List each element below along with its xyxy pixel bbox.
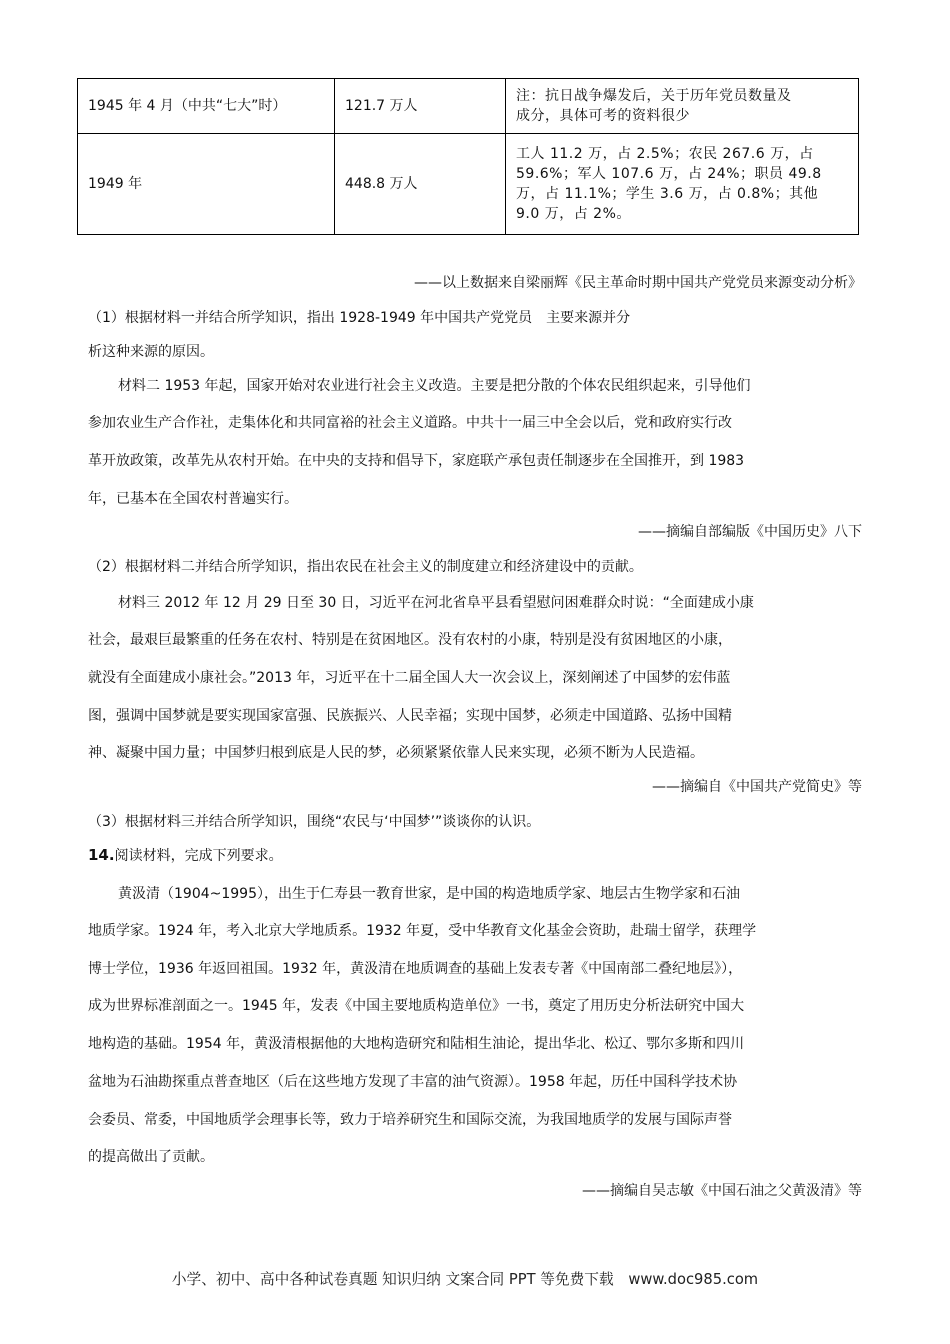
material-3-line: 材料三 2012 年 12 月 29 日至 30 日，习近平在河北省阜平县看望慰问困难群众时说：“全面建成小康 xyxy=(118,595,754,611)
table-row xyxy=(78,79,859,134)
material-14-line: 成为世界标准剖面之一。1945 年，发表《中国主要地质构造单位》一书，奠定了用历史分析法研究中国大 xyxy=(88,998,745,1014)
note-line: 注：抗日战争爆发后，关于历年党员数量及 xyxy=(516,88,792,104)
question-prompt: 阅读材料，完成下列要求。 xyxy=(114,848,283,864)
note-line: 9.0 万，占 2%。 xyxy=(516,206,631,222)
material-14-line: 地质学家。1924 年，考入北京大学地质系。1932 年夏，受中华教育文化基金会资助，赴瑞士留学，获理学 xyxy=(88,923,757,939)
material-3-line: 神、凝聚中国力量；中国梦归根到底是人民的梦，必须紧紧依靠人民来实现，必须不断为人民造福。 xyxy=(88,745,704,761)
material-14-line: 博士学位，1936 年返回祖国。1932 年，黄汲清在地质调查的基础上发表专著《中国南部二叠纪地层》）， xyxy=(88,961,743,977)
note-line: 59.6%；军人 107.6 万，占 24%；职员 49.8 xyxy=(516,166,822,182)
material-14-line: 黄汲清（1904~1995），出生于仁寿县一教育世家，是中国的构造地质学家、地层古生物学家和石油 xyxy=(118,886,740,902)
material-2-line: 参加农业生产合作社，走集体化和共同富裕的社会主义道路。中共十一届三中全会以后，党和政府实行改 xyxy=(88,415,732,431)
question-14-heading xyxy=(88,845,283,866)
note-cell xyxy=(506,79,859,134)
source-citation: ——摘编自《中国共产党简史》等 xyxy=(652,779,862,795)
material-2-line: 材料二 1953 年起，国家开始对农业进行社会主义改造。主要是把分散的个体农民组织起来，引导他们 xyxy=(118,378,751,394)
material-3-line: 图，强调中国梦就是要实现国家富强、民族振兴、人民幸福；实现中国梦，必须走中国道路、弘扬中国精 xyxy=(88,708,732,724)
note-line: 成分，具体可考的资料很少 xyxy=(516,108,690,124)
page-footer: 小学、初中、高中各种试卷真题 知识归纳 文案合同 PPT 等免费下载 www.doc985.com xyxy=(171,1270,759,1288)
question-1-cont: 析这种来源的原因。 xyxy=(88,344,214,360)
material-3-line: 社会，最艰巨最繁重的任务在农村、特别是在贫困地区。没有农村的小康，特别是没有贫困地区的小康， xyxy=(88,632,732,648)
note-cell xyxy=(506,134,859,235)
material-14-line: 会委员、常委，中国地质学会理事长等，致力于培养研究生和国际交流，为我国地质学的发展与国际声誉 xyxy=(88,1112,732,1128)
members-cell: 121.7 万人 xyxy=(335,79,506,134)
material-3-line: 就没有全面建成小康社会。”2013 年，习近平在十二届全国人大一次会议上，深刻阐述了中国梦的宏伟蓝 xyxy=(88,670,731,686)
source-citation: ——摘编自吴志敏《中国石油之父黄汲清》等 xyxy=(582,1183,862,1199)
question-1: （1）根据材料一并结合所学知识，指出 1928-1949 年中国共产党党员 主要来源并分 xyxy=(88,310,631,326)
note-line: 万，占 11.1%；学生 3.6 万，占 0.8%；其他 xyxy=(516,186,819,202)
material-14-line: 的提高做出了贡献。 xyxy=(88,1149,214,1165)
table-row xyxy=(78,134,859,235)
material-2-line: 革开放政策，改革先从农村开始。在中央的支持和倡导下，家庭联产承包责任制逐步在全国推开，到 1983 xyxy=(88,453,745,469)
note-line: 工人 11.2 万，占 2.5%；农民 267.6 万，占 xyxy=(516,146,814,162)
question-number: 14. xyxy=(88,846,115,864)
source-citation: ——摘编自部编版《中国历史》八下 xyxy=(638,524,862,540)
year-cell: 1945 年 4 月（中共“七大”时） xyxy=(78,79,335,134)
members-cell: 448.8 万人 xyxy=(335,134,506,235)
source-citation: ——以上数据来自梁丽辉《民主革命时期中国共产党党员来源变动分析》 xyxy=(414,275,862,291)
year-cell: 1949 年 xyxy=(78,134,335,235)
question-3: （3）根据材料三并结合所学知识，围绕“农民与‘中国梦’”谈谈你的认识。 xyxy=(88,814,541,830)
material-14-line: 盆地为石油勘探重点普查地区（后在这些地方发现了丰富的油气资源）。1958 年起，历任中国科学技术协 xyxy=(88,1074,738,1090)
material-14-line: 地构造的基础。1954 年，黄汲清根据他的大地构造研究和陆相生油论，提出华北、松辽、鄂尔多斯和四川 xyxy=(88,1036,745,1052)
question-2: （2）根据材料二并结合所学知识，指出农民在社会主义的制度建立和经济建设中的贡献。 xyxy=(88,559,643,575)
party-member-table xyxy=(77,78,859,235)
material-2-line: 年，已基本在全国农村普遍实行。 xyxy=(88,491,298,507)
